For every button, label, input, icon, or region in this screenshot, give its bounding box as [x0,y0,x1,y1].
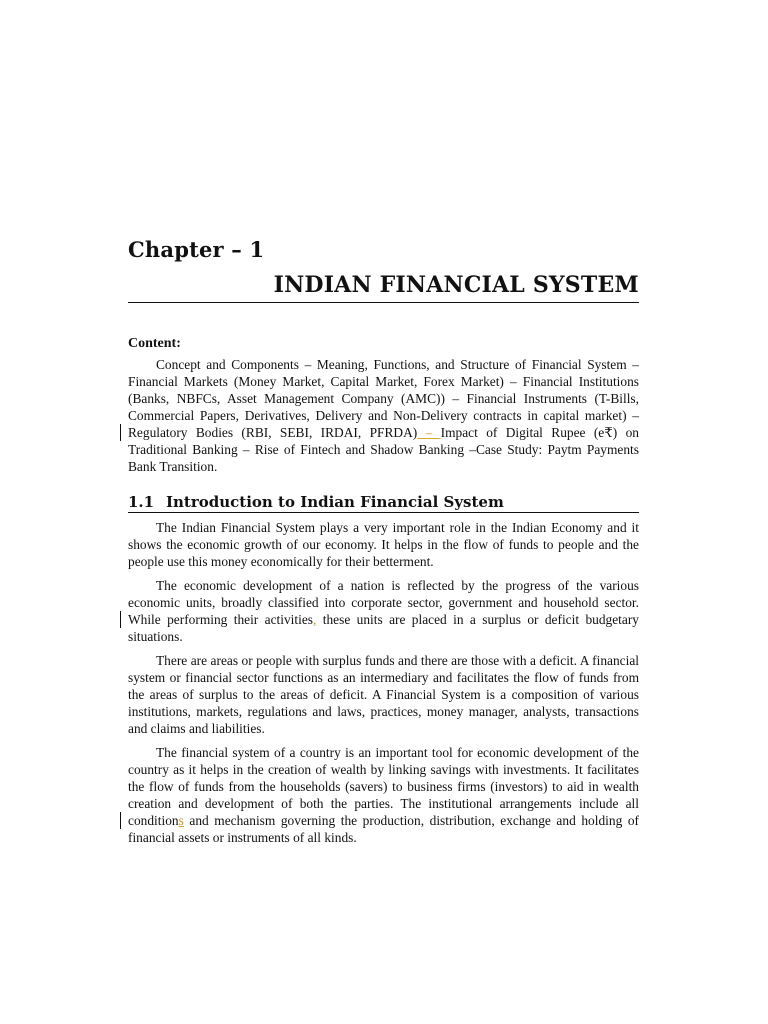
content-paragraph [128,356,639,475]
section-title: Introduction to Indian Financial System [166,493,504,511]
paragraph-4 [128,744,639,846]
paragraph-4-part2: and mechanism governing the production, distribution, exchange and holding of financial assets or instruments of all kinds. [128,813,639,845]
revision-change-bar [120,611,121,628]
section-heading [128,492,639,513]
content-paragraph-wrap [128,356,639,475]
tracked-change-mark: s [178,813,184,828]
chapter-label: Chapter – 1 [128,237,265,262]
paragraph-4-wrap [128,744,639,846]
content-text-part2: Impact of Digital Rupee (e₹) on Traditional Banking – Rise of Fintech and Shadow Banking –Case Study: Paytm Payments Bank Transition. [128,425,639,474]
content-text-part1: Concept and Components – Meaning, Functions, and Structure of Financial System – Financial Markets (Money Market, Capital Market, Forex Market) – Financial Institutions (Banks, NBFCs, Asset Management Company (AMC)) – Financial Instruments (T-Bills, Commercial Papers, Derivatives, Delivery and Non-Delivery contracts in capital market) – Regulatory Bodies (RBI, SEBI, IRDAI, PFRDA) [128,357,639,440]
paragraph-2-part2: these units are placed in a surplus or deficit budgetary situations. [128,612,639,644]
paragraph-2-wrap [128,577,639,645]
paragraph-2-part1: The economic development of a nation is reflected by the progress of the various economic units, broadly classified into corporate sector, government and household sector. While performing their activities [128,578,639,627]
document-page [128,236,639,853]
content-heading: Content: [128,336,181,351]
paragraph-1: The Indian Financial System plays a very important role in the Indian Economy and it shows the economic growth of our economy. It helps in the flow of funds to people and the people use this money economically for their betterment. [128,520,639,569]
chapter-title: INDIAN FINANCIAL SYSTEM [128,270,639,303]
paragraph-4-part1: The financial system of a country is an important tool for economic development of the country as it helps in the creation of wealth by linking savings with investments. It facilitates the flow of funds from the households (savers) to business firms (investors) to aid in wealth creation and development of both the parties. The institutional arrangements include all condition [128,745,639,828]
paragraph-3: There are areas or people with surplus funds and there are those with a deficit. A financial system or financial sector functions as an intermediary and facilitates the flow of funds from the areas of surplus to the areas of deficit. A Financial System is a composition of various institutions, markets, regulations and laws, practices, money manager, analysts, transactions and claims and liabilities. [128,653,639,736]
revision-change-bar [120,424,121,441]
revision-change-bar [120,812,121,829]
section-number: 1.1 [128,493,155,511]
paragraph-2 [128,577,639,645]
tracked-change-mark: – [417,425,441,440]
tracked-change-mark: , [313,612,317,627]
